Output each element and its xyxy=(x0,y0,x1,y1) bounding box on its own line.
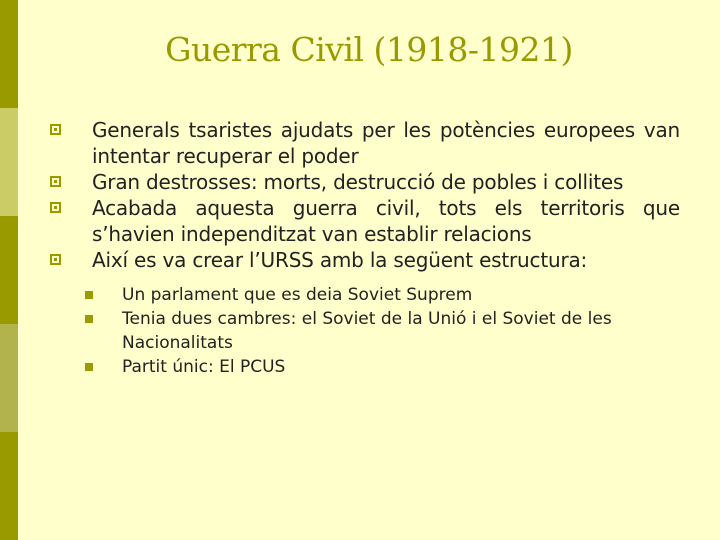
side-bar-segment xyxy=(0,324,18,432)
sub-bullet-item xyxy=(78,283,680,307)
side-bar-segment xyxy=(0,108,18,216)
side-bar-segment xyxy=(0,0,18,108)
decorative-side-bar xyxy=(0,0,18,540)
sub-bullet-list xyxy=(78,283,680,379)
bullet-text: Generals tsaristes ajudats per les potències europees van intentar recuperar el poder xyxy=(92,118,680,168)
filled-square-bullet-icon xyxy=(85,291,93,299)
bullet-text: Així es va crear l’URSS amb la següent estructura: xyxy=(92,248,588,272)
bullet-item xyxy=(50,195,680,247)
sub-bullet-item xyxy=(78,355,680,379)
sub-bullet-text: Partit únic: El PCUS xyxy=(122,357,286,377)
sub-bullet-text: Tenia dues cambres: el Soviet de la Unió i el Soviet de les Nacionalitats xyxy=(122,309,612,353)
bullet-item xyxy=(50,247,680,273)
bullet-list xyxy=(50,117,680,379)
square-bullet-icon xyxy=(50,124,61,135)
square-bullet-icon xyxy=(50,254,61,265)
side-bar-segment xyxy=(0,216,18,324)
filled-square-bullet-icon xyxy=(85,315,93,323)
bullet-item xyxy=(50,169,680,195)
slide-title: Guerra Civil (1918-1921) xyxy=(165,30,573,69)
square-bullet-icon xyxy=(50,202,61,213)
sub-bullet-item xyxy=(78,307,680,355)
square-bullet-icon xyxy=(50,176,61,187)
bullet-text: Gran destrosses: morts, destrucció de pobles i collites xyxy=(92,170,624,194)
side-bar-segment xyxy=(0,432,18,540)
sub-bullet-text: Un parlament que es deia Soviet Suprem xyxy=(122,285,473,305)
filled-square-bullet-icon xyxy=(85,363,93,371)
bullet-item xyxy=(50,117,680,169)
bullet-text: Acabada aquesta guerra civil, tots els territoris que s’havien independitzat van establir relacions xyxy=(92,196,680,246)
